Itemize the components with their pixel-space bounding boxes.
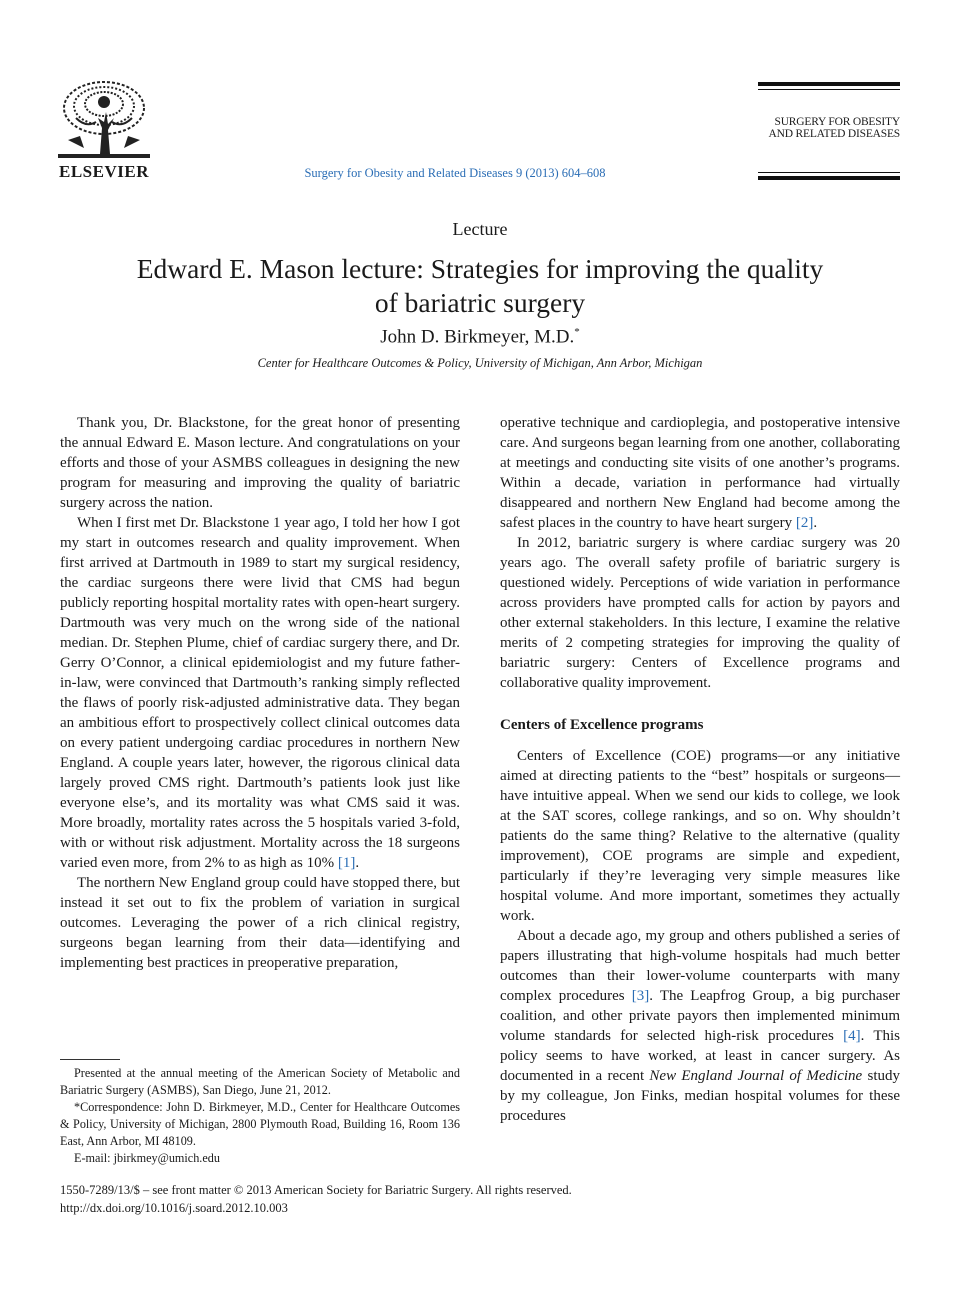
article-type: Lecture — [452, 219, 508, 239]
article-title: Edward E. Mason lecture: Strategies for improving the quality of bariatric surgery — [136, 253, 824, 318]
paragraph-text: About a decade ago, my group and others published a series of papers illustrating that high-volume hospitals had much better outcomes than their lower-volume counterparts with many complex procedures — [500, 928, 900, 1004]
footnote-divider — [60, 1059, 120, 1060]
journal-reference: New England Journal of Medicine — [649, 1068, 863, 1084]
masthead-rule — [758, 176, 900, 180]
author-name — [0, 326, 960, 348]
paragraph — [60, 513, 460, 873]
paragraph-text: . — [813, 515, 818, 531]
footnote: Presented at the annual meeting of the American Society of Metabolic and Bariatric Surgery (ASMBS), San Diego, June 21, 2012. — [60, 1066, 460, 1097]
paragraph — [500, 926, 900, 1126]
journal-name-line: AND RELATED DISEASES — [768, 128, 900, 140]
journal-name — [758, 116, 900, 140]
paragraph-text: . — [355, 855, 360, 871]
paragraph: In 2012, bariatric surgery is where cardiac surgery was 20 years ago. The overall safety profile of bariatric surgery is questioned widely. Perceptions of wide variation in performance across providers have prompted calls for action by payors and other external stakeholders. In this lecture, I examine the relative merits of 2 competing strategies for improving the quality of bariatric surgery: Centers of Excellence programs and collaborative quality improvement. — [500, 535, 900, 691]
masthead-rule — [758, 172, 900, 173]
paragraph-text: . The Leapfrog Group, a big purchaser coalition, and other private payors then implemented minimum volume standards for selected high-risk procedures — [500, 988, 901, 1044]
elsevier-logo — [56, 78, 152, 182]
reference-link[interactable]: [3] — [631, 988, 650, 1004]
paragraph: Thank you, Dr. Blackstone, for the great honor of presenting the annual Edward E. Mason lecture. And congratulations on your efforts and those of your ASMBS colleagues in designing the new program for measuring and improving the quality of bariatric surgery across the nation. — [60, 415, 460, 511]
copyright-footer — [60, 1181, 760, 1217]
right-column — [500, 413, 900, 1126]
footnote: E-mail: jbirkmey@umich.edu — [74, 1151, 220, 1165]
paragraph-text: . This policy seems to have worked, at least in cancer surgery. As documented in a recent — [500, 1028, 901, 1084]
reference-link[interactable]: [1] — [337, 855, 356, 871]
section-heading: Centers of Excellence programs — [500, 717, 704, 733]
paragraph-text: study by my colleague, Jon Finks, median hospital volumes for these procedures — [500, 1068, 901, 1124]
author-footnote-mark[interactable]: * — [574, 326, 580, 338]
reference-link[interactable]: [2] — [795, 515, 814, 531]
left-column — [60, 413, 460, 973]
paragraph: Centers of Excellence (COE) programs—or any initiative aimed at directing patients to the “best” hospitals or surgeons—have intuitive appeal. When we send our kids to college, we look at the SAT scores, college rankings, and so on. Why shouldn’t patients do the same thing? Relative to the alternative (quality improvement), COE programs are simple and expedient, particularly if they’re leveraging very simple measures like hospital volume. And more important, sometimes they actually work. — [500, 748, 900, 924]
journal-masthead — [758, 82, 900, 140]
author-affiliation: Center for Healthcare Outcomes & Policy, University of Michigan, Ann Arbor, Michigan — [257, 356, 703, 370]
doi-link[interactable]: http://dx.doi.org/10.1016/j.soard.2012.10.003 — [60, 1201, 288, 1215]
reference-link[interactable]: [4] — [843, 1028, 861, 1044]
copyright-line: 1550-7289/13/$ – see front matter © 2013 American Society for Bariatric Surgery. All rights reserved. — [60, 1183, 572, 1197]
paragraph-text: When I first met Dr. Blackstone 1 year ago, I told her how I got my start in outcomes research and quality improvement. When first arrived at Dartmouth in 1989 to start my surgical residency, the cardiac surgeons there were livid that CMS had begun publicly reporting hospital mortality rates with open-heart surgery. Dartmouth was very much on the wrong side of the national median. Dr. Stephen Plume, chief of cardiac surgery there, and Dr. Gerry O’Connor, a clinical epidemiologist and my future father-in-law, were convinced that Dartmouth’s ranking simply reflected the flaws of poorly risk-adjusted administrative data. They began an ambitious effort to prospectively collect clinical outcomes data on every patient undergoing cardiac procedures in northern New England. A couple years later, however, the rigorous clinical data largely proved CMS right. Dartmouth’s patients look just like everyone else’s, and its mortality was what CMS said it was. More broadly, mortality rates across the 5 hospitals varied 3-fold, with or without risk adjustment. Mortality across the 18 surgeons varied even more, from 2% to as high as 10% — [60, 515, 460, 871]
publisher-name: ELSEVIER — [59, 162, 149, 181]
author-text: John D. Birkmeyer, M.D. — [380, 326, 575, 348]
footnotes — [60, 1065, 460, 1167]
journal-name-line: SURGERY FOR OBESITY — [774, 116, 900, 128]
paragraph — [500, 413, 900, 533]
paragraph: The northern New England group could have stopped there, but instead it set out to fix the problem of variation in surgical outcomes. Leveraging the power of a rich clinical registry, surgeons began learning from their data—identifying and implementing best practices in preoperative preparation, — [60, 875, 460, 971]
journal-citation-link[interactable]: Surgery for Obesity and Related Diseases 9 (2013) 604–608 — [304, 166, 606, 180]
masthead-rule — [758, 89, 900, 90]
masthead-rule — [758, 82, 900, 86]
footnote: *Correspondence: John D. Birkmeyer, M.D., Center for Healthcare Outcomes & Policy, University of Michigan, 2800 Plymouth Road, Building 16, Room 136 East, Ann Arbor, MI 48109. — [60, 1100, 460, 1148]
paragraph-text: operative technique and cardioplegia, and postoperative intensive care. And surgeons began learning from one another, collaborating at meetings and conducting site visits of one another’s programs. Within a decade, variation in performance had virtually disappeared and northern New England had become among the safest places in the country to have heart surgery — [500, 415, 900, 531]
tree-icon — [56, 78, 152, 160]
